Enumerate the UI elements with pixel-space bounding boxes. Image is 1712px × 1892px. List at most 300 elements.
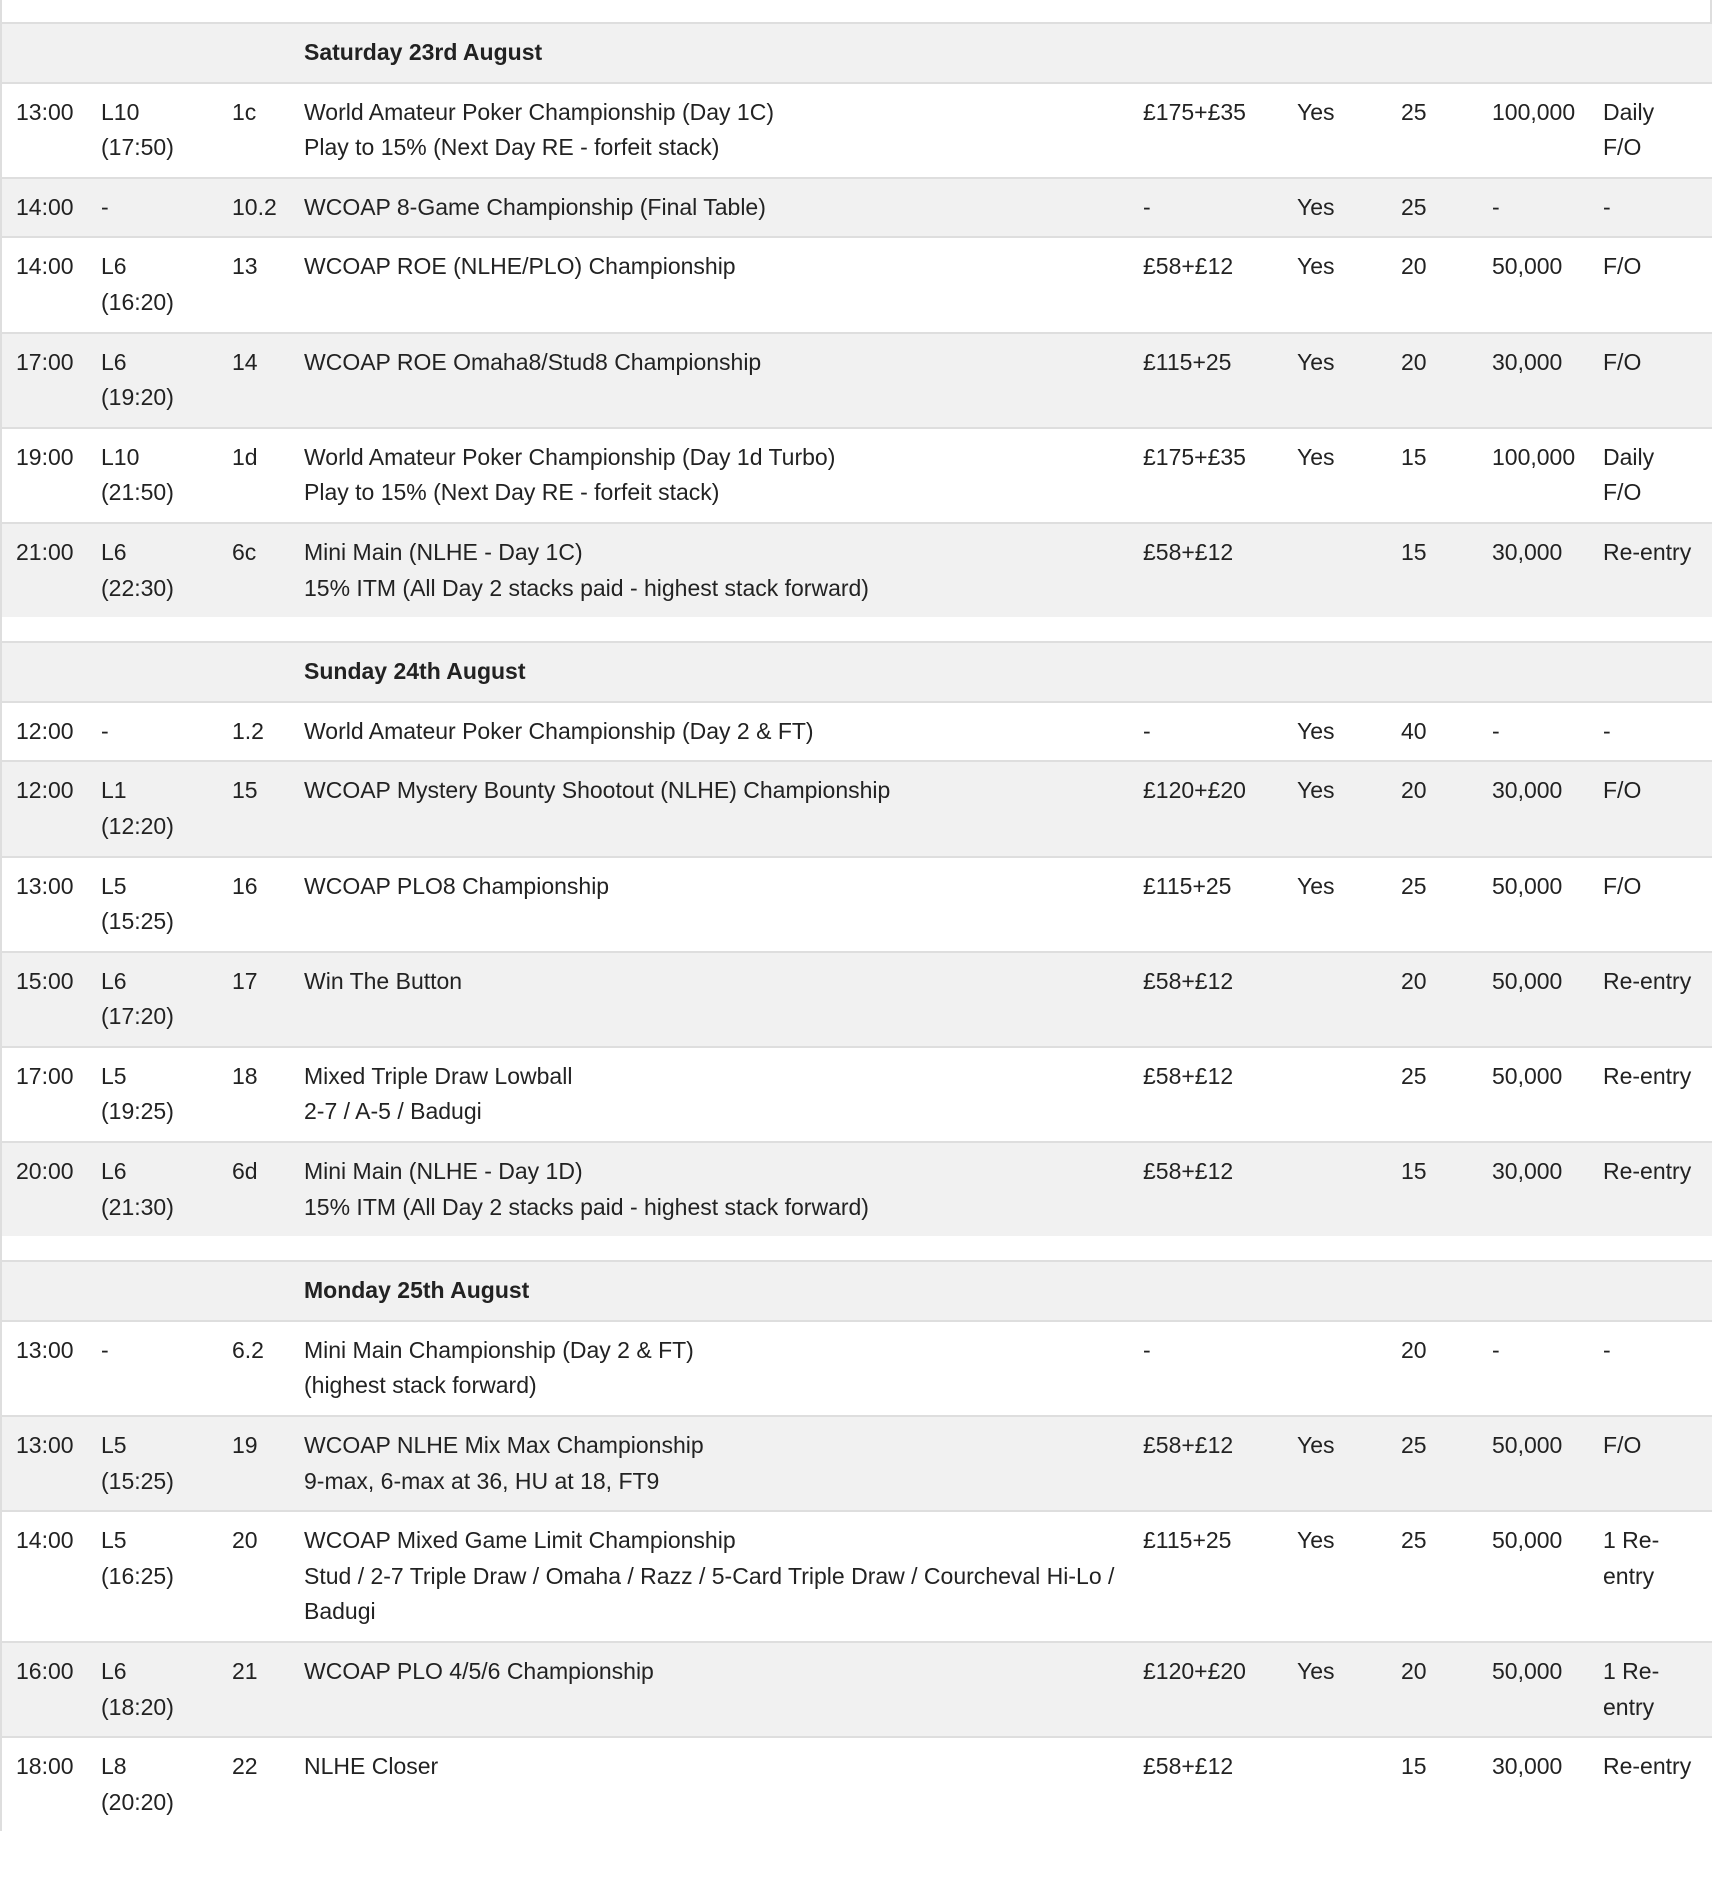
series-flag-text: Yes — [1297, 98, 1335, 125]
starting-stack-cell — [1478, 1511, 1589, 1642]
starting-stack-cell — [1478, 952, 1589, 1047]
series-flag-cell — [1283, 523, 1387, 617]
time-cell — [2, 1642, 87, 1737]
event-number-text: 6d — [232, 1158, 258, 1185]
day-heading: Saturday 23rd August — [304, 39, 543, 65]
late-reg-line: L5 — [101, 1527, 127, 1554]
time-text: 17:00 — [16, 348, 74, 375]
event-number-text: 14 — [232, 348, 258, 375]
series-flag-text: Yes — [1297, 348, 1335, 375]
level-minutes-text: 25 — [1401, 1062, 1427, 1089]
time-text: 16:00 — [16, 1658, 74, 1684]
event-number-cell — [220, 857, 290, 952]
buy-in-cell — [1129, 1642, 1283, 1737]
starting-stack-text: 30,000 — [1492, 1753, 1563, 1780]
table-row — [2, 428, 1712, 523]
table-row — [2, 1511, 1712, 1642]
event-name-line: WCOAP ROE Omaha8/Stud8 Championship — [304, 348, 762, 375]
series-flag-text: Yes — [1297, 193, 1335, 220]
series-flag-cell — [1283, 428, 1387, 523]
event-number-text: 1c — [232, 98, 257, 125]
series-flag-cell — [1283, 1047, 1387, 1142]
level-minutes-cell — [1387, 83, 1478, 178]
table-row — [2, 761, 1712, 856]
late-reg-line: L6 — [101, 348, 127, 375]
level-minutes-cell — [1387, 237, 1478, 332]
section-spacer-row — [2, 617, 1712, 642]
event-number-text: 22 — [232, 1753, 258, 1780]
series-flag-cell — [1283, 1416, 1387, 1511]
event-name-cell — [290, 1047, 1129, 1142]
series-flag-cell — [1283, 83, 1387, 178]
event-number-cell — [220, 333, 290, 428]
event-number-text: 6.2 — [232, 1336, 264, 1363]
event-name-line: Mini Main Championship (Day 2 & FT) — [304, 1336, 694, 1363]
time-cell — [2, 761, 87, 856]
late-reg-line: (12:20) — [101, 812, 174, 839]
buy-in-cell — [1129, 523, 1283, 617]
entry-type-cell — [1589, 1511, 1712, 1642]
event-name-cell — [290, 523, 1129, 617]
event-name-line: Mini Main (NLHE - Day 1D) — [304, 1158, 583, 1185]
starting-stack-text: 50,000 — [1492, 1062, 1563, 1089]
series-flag-text: Yes — [1297, 253, 1335, 280]
entry-type-line: 1 Re-entry — [1603, 1658, 1660, 1720]
event-name-line: WCOAP Mixed Game Limit Championship — [304, 1527, 736, 1554]
starting-stack-cell — [1478, 1642, 1589, 1737]
event-number-cell — [220, 761, 290, 856]
entry-type-line: Re-entry — [1603, 1753, 1692, 1780]
event-number-cell — [220, 523, 290, 617]
event-name-line: WCOAP ROE (NLHE/PLO) Championship — [304, 253, 736, 280]
table-row — [2, 702, 1712, 762]
late-reg-cell — [87, 1321, 220, 1416]
late-reg-line: (21:30) — [101, 1193, 174, 1220]
table-row — [2, 952, 1712, 1047]
entry-type-cell — [1589, 702, 1712, 762]
event-name-line: WCOAP PLO8 Championship — [304, 872, 610, 899]
level-minutes-cell — [1387, 523, 1478, 617]
event-name-cell — [290, 333, 1129, 428]
time-text: 13:00 — [16, 98, 74, 125]
event-name-cell — [290, 1737, 1129, 1831]
table-row — [2, 1737, 1712, 1831]
event-number-text: 21 — [232, 1658, 258, 1684]
buy-in-text: £58+£12 — [1143, 1432, 1234, 1459]
buy-in-text: £58+£12 — [1143, 538, 1234, 565]
time-text: 14:00 — [16, 253, 74, 280]
starting-stack-cell — [1478, 1321, 1589, 1416]
time-cell — [2, 702, 87, 762]
late-reg-cell — [87, 333, 220, 428]
time-cell — [2, 1142, 87, 1236]
time-cell — [2, 1416, 87, 1511]
table-row — [2, 857, 1712, 952]
time-text: 14:00 — [16, 1527, 74, 1554]
buy-in-text: - — [1143, 193, 1151, 220]
level-minutes-text: 15 — [1401, 443, 1427, 470]
event-number-text: 1d — [232, 443, 258, 470]
event-number-text: 16 — [232, 872, 258, 899]
late-reg-cell — [87, 178, 220, 238]
section-spacer-row — [2, 1236, 1712, 1261]
event-number-cell — [220, 428, 290, 523]
event-number-cell — [220, 1511, 290, 1642]
event-number-text: 6c — [232, 538, 257, 565]
buy-in-cell — [1129, 1511, 1283, 1642]
entry-type-cell — [1589, 1642, 1712, 1737]
entry-type-line: Daily — [1603, 98, 1655, 125]
table-row — [2, 333, 1712, 428]
level-minutes-text: 25 — [1401, 1527, 1427, 1554]
level-minutes-text: 40 — [1401, 717, 1427, 744]
level-minutes-cell — [1387, 1416, 1478, 1511]
starting-stack-cell — [1478, 1737, 1589, 1831]
starting-stack-cell — [1478, 1142, 1589, 1236]
event-number-cell — [220, 1142, 290, 1236]
entry-type-line: F/O — [1603, 253, 1642, 280]
level-minutes-text: 20 — [1401, 777, 1427, 804]
time-text: 14:00 — [16, 193, 74, 220]
late-reg-line: L1 — [101, 777, 127, 804]
event-number-cell — [220, 83, 290, 178]
event-name-line: 9-max, 6-max at 36, HU at 18, FT9 — [304, 1467, 660, 1494]
event-name-cell — [290, 428, 1129, 523]
day-header-row — [2, 23, 1712, 83]
series-flag-cell — [1283, 237, 1387, 332]
entry-type-cell — [1589, 1142, 1712, 1236]
level-minutes-cell — [1387, 1142, 1478, 1236]
event-name-cell — [290, 952, 1129, 1047]
event-name-line: Play to 15% (Next Day RE - forfeit stack) — [304, 479, 720, 506]
series-flag-cell — [1283, 1642, 1387, 1737]
time-cell — [2, 333, 87, 428]
level-minutes-text: 20 — [1401, 1336, 1427, 1363]
entry-type-cell — [1589, 333, 1712, 428]
time-cell — [2, 428, 87, 523]
buy-in-cell — [1129, 83, 1283, 178]
level-minutes-cell — [1387, 1321, 1478, 1416]
starting-stack-cell — [1478, 1416, 1589, 1511]
series-flag-cell — [1283, 1511, 1387, 1642]
level-minutes-cell — [1387, 1642, 1478, 1737]
buy-in-text: £58+£12 — [1143, 253, 1234, 280]
series-flag-cell — [1283, 333, 1387, 428]
late-reg-line: L5 — [101, 872, 127, 899]
buy-in-text: £120+£20 — [1143, 1658, 1246, 1684]
late-reg-cell — [87, 857, 220, 952]
event-number-text: 20 — [232, 1527, 258, 1554]
starting-stack-text: - — [1492, 193, 1500, 220]
time-cell — [2, 237, 87, 332]
event-number-cell — [220, 1416, 290, 1511]
starting-stack-text: - — [1492, 717, 1500, 744]
late-reg-line: L6 — [101, 253, 127, 280]
table-row — [2, 237, 1712, 332]
top-spacer-row — [2, 0, 1712, 23]
late-reg-cell — [87, 702, 220, 762]
event-number-text: 17 — [232, 967, 258, 994]
buy-in-cell — [1129, 178, 1283, 238]
buy-in-cell — [1129, 1047, 1283, 1142]
entry-type-line: F/O — [1603, 134, 1642, 161]
late-reg-line: L6 — [101, 1158, 127, 1185]
starting-stack-text: 100,000 — [1492, 98, 1576, 125]
entry-type-cell — [1589, 523, 1712, 617]
late-reg-line: - — [101, 717, 109, 744]
series-flag-cell — [1283, 857, 1387, 952]
event-number-text: 13 — [232, 253, 258, 280]
series-flag-cell — [1283, 1142, 1387, 1236]
level-minutes-text: 25 — [1401, 98, 1427, 125]
late-reg-cell — [87, 1511, 220, 1642]
late-reg-line: L10 — [101, 443, 140, 470]
starting-stack-text: 50,000 — [1492, 967, 1563, 994]
level-minutes-cell — [1387, 428, 1478, 523]
entry-type-cell — [1589, 952, 1712, 1047]
starting-stack-text: 50,000 — [1492, 1658, 1563, 1684]
buy-in-cell — [1129, 857, 1283, 952]
late-reg-line: (15:25) — [101, 908, 174, 935]
late-reg-line: (16:25) — [101, 1562, 174, 1589]
time-cell — [2, 523, 87, 617]
time-cell — [2, 1737, 87, 1831]
time-cell — [2, 83, 87, 178]
entry-type-line: - — [1603, 717, 1611, 744]
time-text: 17:00 — [16, 1062, 74, 1089]
time-text: 13:00 — [16, 872, 74, 899]
starting-stack-text: 30,000 — [1492, 777, 1563, 804]
late-reg-line: L5 — [101, 1062, 127, 1089]
late-reg-line: L6 — [101, 538, 127, 565]
late-reg-line: (18:20) — [101, 1693, 174, 1720]
entry-type-line: Re-entry — [1603, 967, 1692, 994]
late-reg-cell — [87, 83, 220, 178]
table-row — [2, 1416, 1712, 1511]
buy-in-cell — [1129, 237, 1283, 332]
buy-in-cell — [1129, 1416, 1283, 1511]
late-reg-line: (19:20) — [101, 384, 174, 411]
series-flag-cell — [1283, 178, 1387, 238]
late-reg-line: (17:50) — [101, 134, 174, 161]
event-name-cell — [290, 1321, 1129, 1416]
time-cell — [2, 1321, 87, 1416]
level-minutes-cell — [1387, 1047, 1478, 1142]
late-reg-cell — [87, 952, 220, 1047]
series-flag-cell — [1283, 1737, 1387, 1831]
time-text: 13:00 — [16, 1336, 74, 1363]
late-reg-line: (20:20) — [101, 1788, 174, 1815]
table-row — [2, 178, 1712, 238]
level-minutes-text: 20 — [1401, 1658, 1427, 1684]
event-name-cell — [290, 857, 1129, 952]
buy-in-text: £58+£12 — [1143, 1158, 1234, 1185]
event-number-cell — [220, 1642, 290, 1737]
event-name-line: NLHE Closer — [304, 1753, 439, 1780]
time-text: 13:00 — [16, 1432, 74, 1459]
event-number-cell — [220, 1047, 290, 1142]
event-name-cell — [290, 1511, 1129, 1642]
entry-type-line: - — [1603, 1336, 1611, 1363]
series-flag-cell — [1283, 702, 1387, 762]
event-name-cell — [290, 83, 1129, 178]
level-minutes-cell — [1387, 333, 1478, 428]
entry-type-line: F/O — [1603, 1432, 1642, 1459]
buy-in-text: £58+£12 — [1143, 967, 1234, 994]
entry-type-line: Re-entry — [1603, 538, 1692, 565]
level-minutes-text: 15 — [1401, 1753, 1427, 1780]
event-name-line: WCOAP 8-Game Championship (Final Table) — [304, 193, 766, 220]
schedule-body — [2, 0, 1712, 1831]
late-reg-cell — [87, 523, 220, 617]
late-reg-line: L6 — [101, 967, 127, 994]
late-reg-cell — [87, 1737, 220, 1831]
series-flag-text: Yes — [1297, 1432, 1335, 1459]
series-flag-text: Yes — [1297, 717, 1335, 744]
event-name-line: 2-7 / A-5 / Badugi — [304, 1098, 482, 1125]
starting-stack-text: 50,000 — [1492, 253, 1563, 280]
event-name-line: 15% ITM (All Day 2 stacks paid - highest stack forward) — [304, 574, 869, 601]
entry-type-line: F/O — [1603, 777, 1642, 804]
day-header-row — [2, 642, 1712, 702]
level-minutes-cell — [1387, 702, 1478, 762]
event-name-line: Mixed Triple Draw Lowball — [304, 1062, 573, 1089]
buy-in-text: £58+£12 — [1143, 1062, 1234, 1089]
starting-stack-cell — [1478, 333, 1589, 428]
buy-in-text: £115+25 — [1143, 872, 1232, 899]
event-name-line: Play to 15% (Next Day RE - forfeit stack) — [304, 134, 720, 161]
starting-stack-text: 30,000 — [1492, 348, 1563, 375]
starting-stack-cell — [1478, 523, 1589, 617]
starting-stack-cell — [1478, 761, 1589, 856]
event-number-cell — [220, 1737, 290, 1831]
buy-in-cell — [1129, 1321, 1283, 1416]
entry-type-cell — [1589, 1321, 1712, 1416]
time-cell — [2, 1047, 87, 1142]
entry-type-cell — [1589, 1737, 1712, 1831]
event-name-line: WCOAP NLHE Mix Max Championship — [304, 1432, 704, 1459]
series-flag-text: Yes — [1297, 1527, 1335, 1554]
level-minutes-cell — [1387, 857, 1478, 952]
starting-stack-cell — [1478, 857, 1589, 952]
table-row — [2, 523, 1712, 617]
entry-type-cell — [1589, 761, 1712, 856]
event-name-line: Mini Main (NLHE - Day 1C) — [304, 538, 583, 565]
event-name-line: 15% ITM (All Day 2 stacks paid - highest stack forward) — [304, 1193, 869, 1220]
event-number-text: 10.2 — [232, 193, 277, 220]
event-number-cell — [220, 178, 290, 238]
level-minutes-cell — [1387, 952, 1478, 1047]
late-reg-cell — [87, 237, 220, 332]
event-name-line: WCOAP PLO 4/5/6 Championship — [304, 1658, 654, 1684]
event-name-line: World Amateur Poker Championship (Day 1C) — [304, 98, 774, 125]
time-cell — [2, 1511, 87, 1642]
table-row — [2, 83, 1712, 178]
event-number-text: 18 — [232, 1062, 258, 1089]
starting-stack-text: 50,000 — [1492, 1527, 1563, 1554]
level-minutes-text: 20 — [1401, 348, 1427, 375]
event-name-cell — [290, 1142, 1129, 1236]
event-number-text: 19 — [232, 1432, 258, 1459]
entry-type-line: F/O — [1603, 479, 1642, 506]
starting-stack-text: - — [1492, 1336, 1500, 1363]
buy-in-text: - — [1143, 1336, 1151, 1363]
time-text: 12:00 — [16, 717, 74, 744]
entry-type-line: F/O — [1603, 348, 1642, 375]
entry-type-cell — [1589, 1416, 1712, 1511]
late-reg-cell — [87, 1416, 220, 1511]
starting-stack-cell — [1478, 178, 1589, 238]
time-cell — [2, 857, 87, 952]
event-name-line: WCOAP Mystery Bounty Shootout (NLHE) Championship — [304, 777, 891, 804]
level-minutes-cell — [1387, 1511, 1478, 1642]
entry-type-cell — [1589, 83, 1712, 178]
late-reg-line: (22:30) — [101, 574, 174, 601]
late-reg-line: (16:20) — [101, 288, 174, 315]
late-reg-line: L8 — [101, 1753, 127, 1780]
buy-in-text: £115+25 — [1143, 1527, 1232, 1554]
series-flag-text: Yes — [1297, 872, 1335, 899]
event-name-cell — [290, 178, 1129, 238]
starting-stack-cell — [1478, 428, 1589, 523]
time-text: 19:00 — [16, 443, 74, 470]
tournament-schedule-table — [2, 0, 1712, 1831]
table-row — [2, 1047, 1712, 1142]
late-reg-cell — [87, 761, 220, 856]
entry-type-cell — [1589, 857, 1712, 952]
level-minutes-cell — [1387, 178, 1478, 238]
buy-in-text: £115+25 — [1143, 348, 1232, 375]
entry-type-cell — [1589, 428, 1712, 523]
series-flag-cell — [1283, 761, 1387, 856]
event-name-cell — [290, 702, 1129, 762]
level-minutes-text: 20 — [1401, 967, 1427, 994]
level-minutes-text: 25 — [1401, 193, 1427, 220]
time-text: 20:00 — [16, 1158, 74, 1185]
entry-type-line: F/O — [1603, 872, 1642, 899]
level-minutes-text: 25 — [1401, 872, 1427, 899]
late-reg-line: L10 — [101, 98, 140, 125]
entry-type-cell — [1589, 178, 1712, 238]
series-flag-text: Yes — [1297, 1658, 1335, 1684]
event-name-cell — [290, 1642, 1129, 1737]
event-name-line: World Amateur Poker Championship (Day 2 & FT) — [304, 717, 814, 744]
level-minutes-cell — [1387, 761, 1478, 856]
late-reg-line: (17:20) — [101, 1003, 174, 1030]
entry-type-line: - — [1603, 193, 1611, 220]
late-reg-cell — [87, 1047, 220, 1142]
buy-in-cell — [1129, 702, 1283, 762]
buy-in-cell — [1129, 333, 1283, 428]
late-reg-line: (21:50) — [101, 479, 174, 506]
event-number-cell — [220, 702, 290, 762]
starting-stack-cell — [1478, 702, 1589, 762]
level-minutes-text: 20 — [1401, 253, 1427, 280]
table-row — [2, 1142, 1712, 1236]
event-name-line: World Amateur Poker Championship (Day 1d Turbo) — [304, 443, 836, 470]
event-name-cell — [290, 761, 1129, 856]
series-flag-text: Yes — [1297, 777, 1335, 804]
buy-in-cell — [1129, 952, 1283, 1047]
buy-in-cell — [1129, 761, 1283, 856]
late-reg-cell — [87, 1642, 220, 1737]
event-name-line: Win The Button — [304, 967, 463, 994]
event-number-cell — [220, 952, 290, 1047]
starting-stack-text: 100,000 — [1492, 443, 1576, 470]
buy-in-text: - — [1143, 717, 1151, 744]
entry-type-cell — [1589, 1047, 1712, 1142]
buy-in-cell — [1129, 1737, 1283, 1831]
